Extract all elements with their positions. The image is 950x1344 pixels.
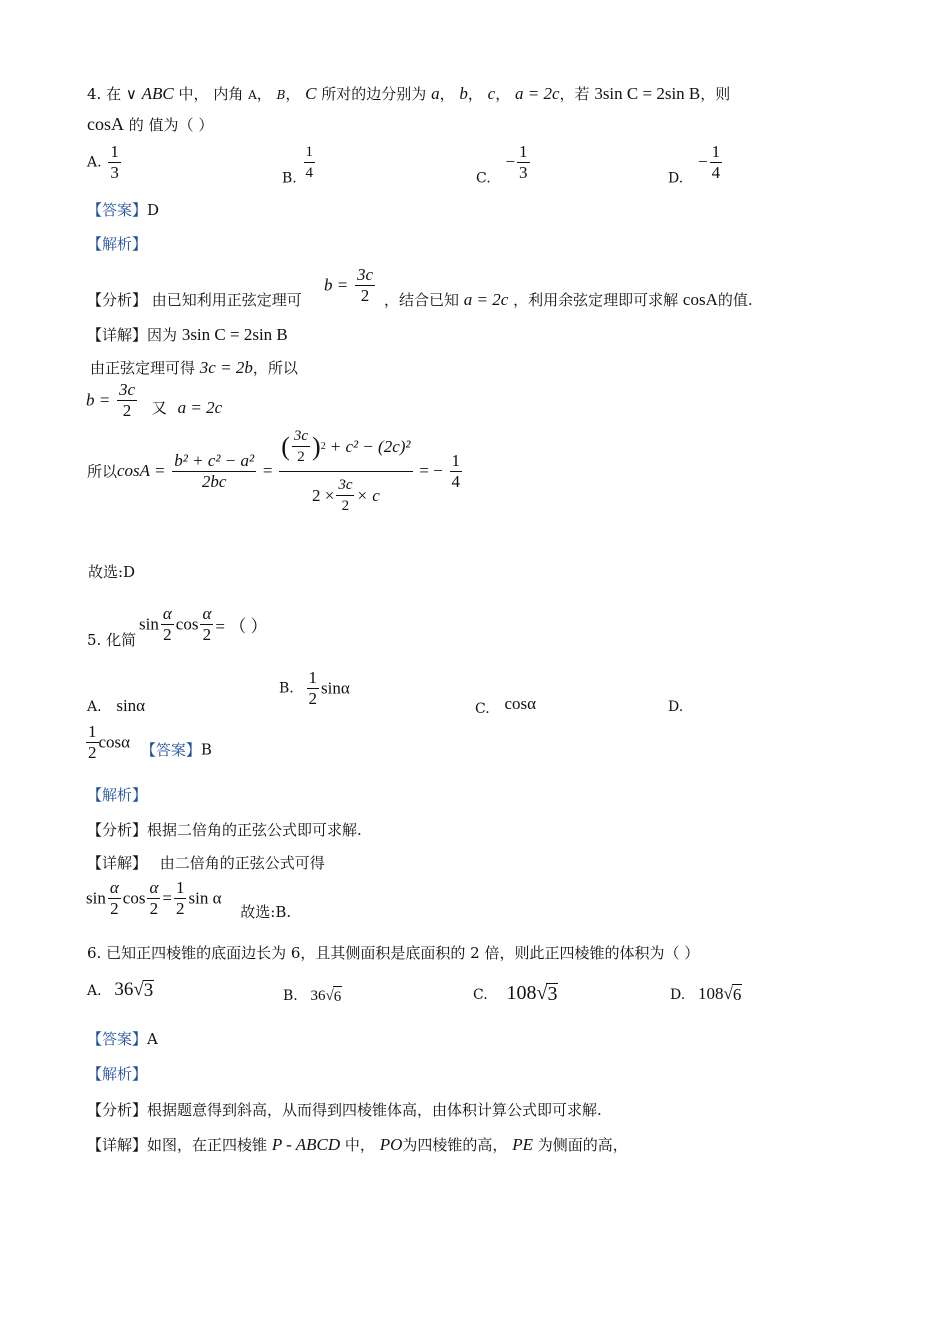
option-label: A. xyxy=(87,983,102,999)
option-value: sinα xyxy=(321,678,350,698)
fenxi-text: ，结合已知 xyxy=(384,291,460,309)
cosA: cosA xyxy=(87,114,124,134)
q5-fenxi xyxy=(87,820,362,840)
numerator: α xyxy=(202,604,212,623)
denominator: 2 xyxy=(163,625,172,644)
numerator: b² + c² − a² xyxy=(174,450,255,470)
fraction xyxy=(117,380,137,421)
q4-fenxi xyxy=(87,290,302,310)
sqrt: √ 3 xyxy=(536,982,558,1005)
q6-option-c[interactable] xyxy=(473,983,558,1005)
coefficient: 108 xyxy=(506,982,537,1004)
triangle-name: ABC xyxy=(141,84,174,103)
segment-po: PO xyxy=(379,1135,403,1154)
q4-fenxi-rest xyxy=(384,290,753,310)
option-label: D. xyxy=(670,987,686,1003)
denominator-pre: 2 × xyxy=(311,485,335,505)
option-label: B. xyxy=(282,170,297,187)
b-equals: b = xyxy=(324,275,349,295)
q6-answer xyxy=(87,1029,158,1049)
q5-option-a[interactable] xyxy=(87,696,145,717)
denominator: 2bc xyxy=(201,471,227,491)
cosA: cosA xyxy=(682,290,718,309)
condition-sine: 3sin C = 2sin B xyxy=(594,84,701,103)
question-number: 6. xyxy=(87,944,102,962)
conclusion-text: 故选:D xyxy=(88,563,136,581)
denominator: 2 xyxy=(175,899,185,918)
result-sign: = − xyxy=(419,461,443,480)
numerator: 1 xyxy=(308,668,318,687)
inner-fraction xyxy=(292,426,310,467)
substituted-fraction xyxy=(279,426,412,516)
option-fraction xyxy=(108,142,121,183)
option-fraction xyxy=(86,722,99,763)
fenxi-text: 的值. xyxy=(717,291,753,309)
numerator: 1 xyxy=(304,142,316,163)
numerator: 3c xyxy=(357,265,374,284)
segment-pe: PE xyxy=(512,1135,533,1154)
q4-stem-line2 xyxy=(87,114,213,135)
question-number: 5. xyxy=(87,631,102,649)
numerator: 3c xyxy=(336,475,354,496)
cosine-law-fraction xyxy=(172,451,256,492)
denominator: 2 xyxy=(88,743,97,762)
analysis-tag: 【解析】 xyxy=(87,786,148,804)
denominator: 2 xyxy=(297,449,305,465)
option-fraction xyxy=(517,142,530,183)
coefficient: 36 xyxy=(114,979,134,1000)
q4-option-a[interactable] xyxy=(87,142,123,183)
numerator: 1 xyxy=(110,142,119,161)
side-b: b xyxy=(459,84,468,103)
fenxi-tag: 【分析】 xyxy=(87,291,148,309)
option-label: C. xyxy=(476,170,491,187)
angle-A: A xyxy=(248,88,257,102)
numerator: α xyxy=(162,604,172,623)
option-label: C. xyxy=(473,987,488,1003)
detail-text: 又 xyxy=(151,398,167,417)
equation: 3c = 2b xyxy=(199,358,253,377)
option-fraction xyxy=(307,668,320,709)
numerator: α xyxy=(109,878,119,897)
q5-option-d-label[interactable] xyxy=(668,696,683,717)
detail-text: ，所以 xyxy=(252,359,298,377)
detail-tag: 【详解】 xyxy=(87,1136,148,1154)
answer-tag: 【答案】 xyxy=(140,740,201,759)
detail-tag: 【详解】 xyxy=(87,326,148,344)
denominator: 4 xyxy=(711,163,721,182)
fenxi-tag: 【分析】 xyxy=(87,821,148,839)
denominator: 2 xyxy=(308,689,318,708)
denominator: 2 xyxy=(149,899,159,918)
q5-stem xyxy=(87,630,136,650)
cos: cos xyxy=(175,614,199,634)
q6-option-d[interactable] xyxy=(670,984,742,1005)
numerator: 1 xyxy=(451,450,461,470)
q4-text: ，则 xyxy=(700,85,731,103)
q4-fenxi-formula xyxy=(324,265,377,306)
fraction xyxy=(147,878,160,919)
fraction xyxy=(108,878,121,919)
q5-tail: = （ ） xyxy=(215,617,268,636)
minus-sign: − xyxy=(505,151,516,171)
answer-tag: 【答案】 xyxy=(87,201,148,219)
sin: sin xyxy=(139,614,159,634)
numerator: 1 xyxy=(711,142,721,161)
analysis-tag: 【解析】 xyxy=(87,235,148,253)
angle-B: B xyxy=(276,88,286,102)
side-c: c xyxy=(487,84,496,103)
option-label: A. xyxy=(87,154,102,171)
denominator: 3 xyxy=(519,163,528,182)
answer-value: A xyxy=(147,1030,158,1048)
option-label: D. xyxy=(668,170,684,187)
q4-text: 中， 内角 xyxy=(178,85,244,103)
fraction xyxy=(200,604,213,645)
answer-value: D xyxy=(147,201,160,219)
q4-stem-line1: 4. 在 ∨ ABC 中， 内角 A， B， C 所对的边分别为 a， b， c， a = 2c，若 3sin C = 2sin B，则 xyxy=(87,84,731,103)
q5-expression xyxy=(139,604,267,645)
q4-analysis-heading xyxy=(87,234,147,254)
inner-fraction xyxy=(336,475,354,516)
condition-a-2c: a = 2c xyxy=(514,84,560,103)
q5-option-d-value[interactable] xyxy=(86,722,212,763)
result-fraction xyxy=(450,451,463,492)
numerator: 1 xyxy=(519,142,528,161)
cos: cos xyxy=(122,888,146,908)
fraction xyxy=(174,878,187,919)
numerator: 3c xyxy=(292,426,310,447)
q4-text: 所对的边分别为 xyxy=(321,85,427,103)
q4-detail-line1 xyxy=(87,325,288,345)
detail-text: 因为 xyxy=(147,326,178,344)
analysis-tag: 【解析】 xyxy=(87,1065,148,1083)
option-value: cosα xyxy=(504,694,537,713)
q5-detail-equation: sin $\frac{\alpha}{2}$ cos $\frac{\alpha}{2}$ = $\frac{1}{2}$ sin α 故选:B. xyxy=(86,878,292,921)
numerator: α xyxy=(149,878,159,897)
side-a: a xyxy=(431,84,440,103)
numerator: 3c xyxy=(119,380,136,399)
q4-option-d[interactable] xyxy=(668,142,724,187)
q4-detail-line2 xyxy=(90,358,298,378)
q6-text: 已知正四棱锥的底面边长为 6，且其侧面积是底面积的 2 倍，则此正四棱锥的体积为（ ） xyxy=(106,944,700,962)
option-value: sinα xyxy=(116,696,146,715)
q4-option-c[interactable] xyxy=(476,142,532,187)
q5-option-c[interactable] xyxy=(475,694,536,719)
conclusion-text: 故选:B. xyxy=(240,902,292,921)
detail-text: 为四棱锥的高， xyxy=(402,1136,508,1154)
coefficient: 108 xyxy=(697,984,724,1003)
option-label: C. xyxy=(475,701,490,717)
option-label: A. xyxy=(87,699,102,715)
fenxi-text: 根据二倍角的正弦公式即可求解. xyxy=(147,821,362,839)
sqrt: √ 3 xyxy=(133,979,154,1001)
denominator: 4 xyxy=(451,471,461,491)
q6-detail xyxy=(87,1135,628,1155)
detail-text: 如图，在正四棱锥 xyxy=(147,1136,268,1154)
sqrt: √ 6 xyxy=(723,984,742,1004)
q4-text: ，若 xyxy=(559,85,590,103)
angle-C: C xyxy=(305,84,317,103)
denominator: 2 xyxy=(360,286,370,305)
numerator: 1 xyxy=(175,878,185,897)
detail-tag: 【详解】 xyxy=(87,854,148,872)
q6-analysis-heading xyxy=(87,1064,147,1084)
fraction xyxy=(161,604,174,645)
cosA-equals: cosA = xyxy=(117,461,166,480)
triangle-symbol: ∨ xyxy=(125,85,137,103)
pyramid-name: P - ABCD xyxy=(271,1135,341,1154)
coefficient: 36 xyxy=(310,988,326,1004)
denominator-post: × c xyxy=(356,485,380,505)
condition: 3sin C = 2sin B xyxy=(181,325,288,344)
q5-analysis-heading xyxy=(87,785,147,805)
denominator: 2 xyxy=(110,899,119,918)
detail-text: 中， xyxy=(344,1136,375,1154)
q6-fenxi xyxy=(87,1100,602,1120)
option-label: B. xyxy=(279,680,294,697)
q5-detail xyxy=(87,853,325,873)
numerator: ( $\frac{3c}{2}$ ) 2 + c² − (2c)² xyxy=(279,426,412,472)
fenxi-tag: 【分析】 xyxy=(87,1101,148,1119)
detail-text: 由二倍角的正弦公式可得 xyxy=(159,854,325,872)
b-equals: b = xyxy=(86,390,111,410)
q6-stem xyxy=(87,943,699,963)
q4-answer xyxy=(87,200,159,220)
option-fraction xyxy=(304,142,316,183)
q5-text: 化简 xyxy=(106,631,137,649)
option-value: cosα xyxy=(98,732,131,752)
q4-text: 的 值为（ ） xyxy=(128,116,214,134)
q5-option-b[interactable] xyxy=(279,668,350,709)
q4-conclusion xyxy=(88,562,135,582)
fenxi-text: 由已知利用正弦定理可 xyxy=(151,291,302,309)
q4-text: 在 xyxy=(106,85,122,103)
sin: sin xyxy=(86,888,106,908)
numerator-rest: + c² − (2c)² xyxy=(329,436,411,456)
detail-text: 为侧面的高， xyxy=(537,1136,628,1154)
condition: a = 2c xyxy=(463,290,509,309)
option-label: B. xyxy=(283,988,298,1004)
question-number: 4. xyxy=(87,85,102,103)
numerator: 1 xyxy=(88,722,97,741)
radicand: 3 xyxy=(547,983,558,1005)
fenxi-text: 根据题意得到斜高，从而得到四棱锥体高，由体积计算公式即可求解. xyxy=(147,1101,602,1119)
denominator xyxy=(310,472,382,516)
result: sin α xyxy=(188,888,222,908)
fenxi-text: ，利用余弦定理即可求解 xyxy=(513,291,679,309)
q4-detail-line4: 所以cosA = $\frac{\text{b² + c² − a²}}{2bc}$ = ( $\frac{3c}{2}$ ) 2 + c² − (2c)² 2 × $\frac{3c}{2}$ × c = − $\frac{1}{4}$ xyxy=(87,428,461,514)
denominator: 2 xyxy=(202,625,212,644)
answer-tag: 【答案】 xyxy=(87,1030,148,1048)
option-label: D. xyxy=(668,699,684,715)
radicand: 6 xyxy=(732,985,742,1004)
denominator: 3 xyxy=(110,163,119,182)
condition: a = 2c xyxy=(177,397,223,417)
q6-option-b[interactable] xyxy=(283,985,342,1007)
radicand: 6 xyxy=(333,986,343,1007)
q4-option-b[interactable] xyxy=(282,142,317,187)
radicand: 3 xyxy=(143,980,154,1001)
q6-option-a[interactable] xyxy=(87,980,154,1001)
sqrt: √ 6 xyxy=(325,988,342,1005)
option-fraction xyxy=(710,142,723,183)
denominator: 2 xyxy=(122,401,132,420)
detail-text: 由正弦定理可得 xyxy=(90,359,196,377)
answer-value: B xyxy=(200,740,212,759)
minus-sign: − xyxy=(697,151,708,171)
denominator: 2 xyxy=(341,498,350,514)
denominator: 4 xyxy=(305,165,314,181)
q4-detail-line3 xyxy=(86,380,222,421)
detail-text: 所以 xyxy=(87,462,118,481)
fraction xyxy=(355,265,375,306)
